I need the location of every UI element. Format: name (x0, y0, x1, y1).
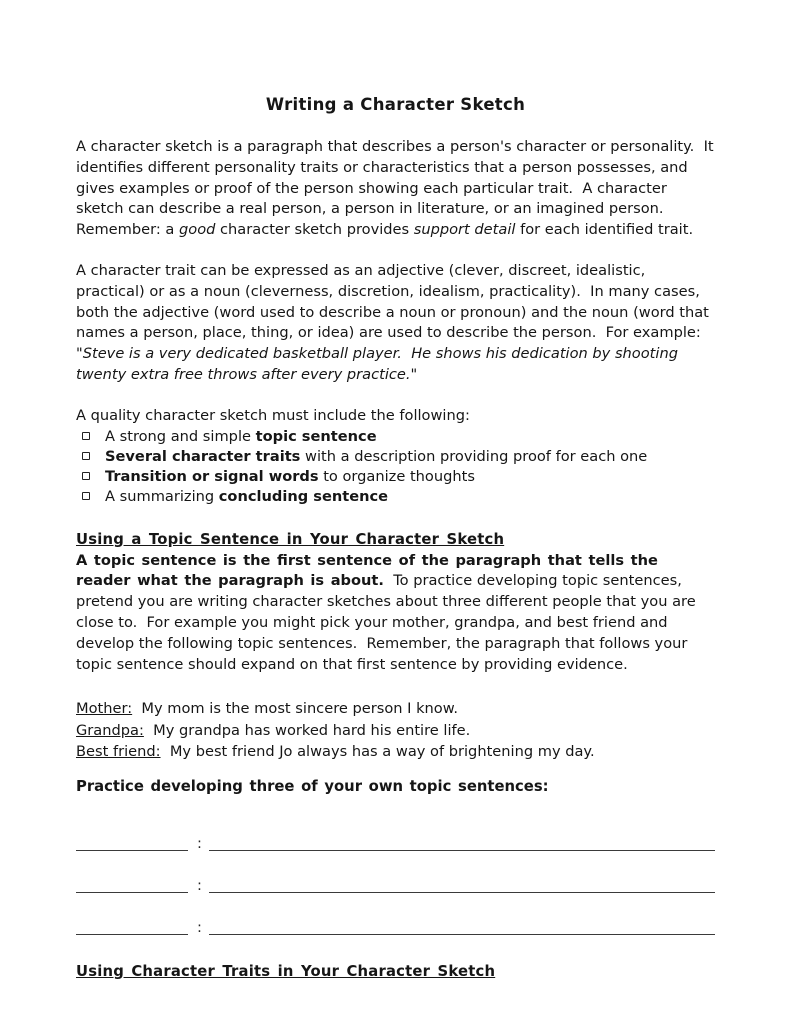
example-text: My best friend Jo always has a way of brightening my day. (160, 742, 595, 760)
checkbox-bullet-icon (82, 452, 90, 460)
example-line-mother (76, 698, 715, 719)
blank-row-separator: : (197, 877, 202, 895)
name-blank-field (76, 892, 188, 893)
blank-row-1 (76, 809, 715, 851)
topic-sentence-blank-field (209, 892, 715, 893)
text-run: A summarizing (105, 488, 219, 506)
intro-paragraph (76, 137, 719, 241)
list-item (76, 487, 715, 507)
topic-sentence-blank-rows (76, 809, 715, 935)
checklist-item-text (105, 467, 475, 487)
topic-sentence-paragraph (76, 551, 715, 676)
text-run-bold: Several character traits (105, 447, 301, 465)
list-item (76, 467, 715, 487)
text-run-italic: good (179, 221, 216, 239)
quality-checklist (76, 427, 715, 508)
text-run: A character sketch is a paragraph that describes a person's character or personality. It identifies different personality traits or characteristics that a person possesses, and gives examples or proof of the person showing each particular trait. A character sketch can describe a real person, a person in literature, or an imagined person. Remember: a (76, 138, 719, 239)
text-run: character sketch provides (215, 221, 414, 239)
example-topic-sentences (76, 698, 715, 762)
name-blank-field (76, 850, 188, 851)
example-text: My grandpa has worked hard his entire life. (143, 721, 471, 739)
text-run-italic: support detail (413, 221, 516, 239)
example-quote: "Steve is a very dedicated basketball player. He shows his dedication by shooting twenty extra free throws after every practice." (76, 345, 683, 383)
example-text: My mom is the most sincere person I know. (132, 700, 458, 718)
character-traits-section-heading: Using Character Traits in Your Character Sketch (76, 963, 496, 981)
example-label: Grandpa: (76, 721, 144, 739)
example-line-grandpa (76, 720, 715, 741)
checklist-item-text (105, 447, 647, 467)
list-item (76, 447, 715, 467)
page-title: Writing a Character Sketch (265, 95, 526, 114)
blank-row-separator: : (197, 919, 202, 937)
blank-row-3 (76, 893, 715, 935)
checkbox-bullet-icon (82, 492, 90, 500)
text-run-bold: topic sentence (255, 427, 377, 445)
text-run: A character trait can be expressed as an adjective (clever, discreet, idealistic, practical) or as a noun (cleverness, discretion, idealism, practicality). In many cases, both the adjective (word used to describe a noun or pronoun) and the noun (word that names a person, place, thing, or idea) are used to describe the person. For example: (76, 261, 714, 342)
checkbox-bullet-icon (82, 432, 90, 440)
checklist-intro: A quality character sketch must include the following: (76, 406, 470, 424)
checklist-item-text (105, 487, 388, 507)
topic-sentence-blank-field (209, 934, 715, 935)
text-run: To practice developing topic sentences, pretend you are writing character sketches about three different people that you are close to. For example you might pick your mother, grandpa, and best friend and develop the following topic sentences. Remember, the paragraph that follows your topic sentence should expand on that first sentence by providing evidence. (76, 572, 701, 673)
topic-sentence-section-heading: Using a Topic Sentence in Your Character Sketch (76, 530, 505, 548)
text-run-bold: A topic sentence is the first sentence of the paragraph that tells the reader what the paragraph is about. (76, 551, 665, 590)
example-line-best-friend (76, 741, 715, 762)
name-blank-field (76, 934, 188, 935)
text-run: with a description providing proof for each one (300, 447, 648, 465)
text-run: to organize thoughts (318, 468, 475, 486)
checkbox-bullet-icon (82, 472, 90, 480)
practice-prompt: Practice developing three of your own topic sentences: (76, 778, 549, 796)
text-run-bold: Transition or signal words (105, 468, 319, 486)
example-label: Best friend: (76, 742, 161, 760)
trait-definition-paragraph (76, 261, 715, 386)
topic-sentence-blank-field (209, 850, 715, 851)
list-item (76, 427, 715, 447)
blank-row-2 (76, 851, 715, 893)
blank-row-separator: : (197, 835, 202, 853)
example-label: Mother: (76, 700, 133, 718)
text-run: A strong and simple (105, 427, 256, 445)
text-run: for each identified trait. (515, 221, 694, 239)
checklist-item-text (105, 427, 377, 447)
text-run-bold: concluding sentence (218, 488, 389, 506)
